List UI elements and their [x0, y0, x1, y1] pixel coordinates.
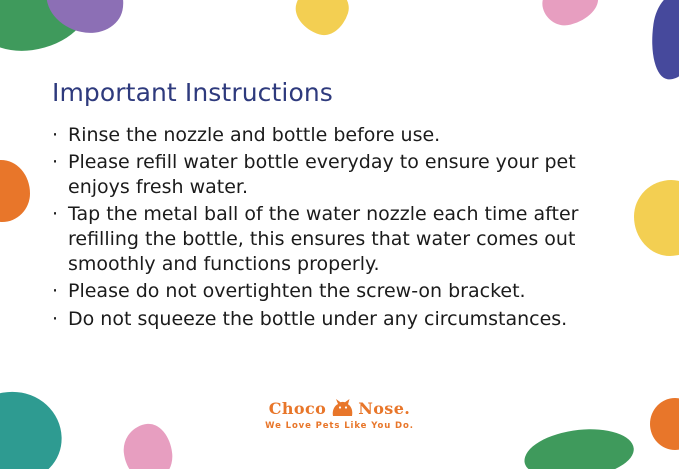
decorative-blob-purple-top-left: [40, 0, 130, 39]
decorative-blob-blue-top-right: [646, 0, 679, 83]
decorative-blob-orange-left: [0, 160, 30, 222]
list-item: [52, 123, 630, 148]
page-title: Important Instructions: [52, 78, 333, 107]
brand-logo: [0, 398, 679, 431]
list-item: [52, 150, 630, 200]
instructions-content: [52, 78, 630, 334]
decorative-blob-yellow-top: [290, 0, 355, 41]
list-item-text: Do not squeeze the bottle under any circumstances.: [68, 307, 568, 330]
decorative-blob-yellow-right: [634, 180, 679, 256]
decorative-blob-green-bottom: [522, 424, 636, 469]
list-item-text: Rinse the nozzle and bottle before use.: [68, 124, 441, 146]
list-item: [52, 307, 630, 332]
bullet-marker: ·: [52, 124, 59, 146]
logo-tagline: We Love Pets Like You Do.: [265, 421, 414, 431]
list-item-text: Please refill water bottle everyday to ensure your pet enjoys fresh water.: [68, 151, 576, 199]
list-item-text: Tap the metal ball of the water nozzle each time after refilling the bottle, this ensures that water comes out smoothly and functions properly.: [68, 203, 579, 276]
list-item: [52, 279, 630, 304]
logo-wordmark-row: [269, 398, 411, 418]
bullet-marker: ·: [52, 280, 59, 303]
bullet-marker: ·: [52, 151, 59, 174]
list-item: [52, 202, 630, 277]
instructions-list: [52, 123, 630, 332]
cat-silhouette-icon: [329, 398, 355, 418]
bullet-marker: ·: [52, 203, 59, 226]
logo-word-left: Choco: [268, 398, 327, 418]
logo-word-right: Nose.: [358, 398, 411, 418]
list-item-text: Please do not overtighten the screw-on bracket.: [68, 280, 526, 303]
decorative-blob-pink-top: [537, 0, 603, 30]
bullet-marker: ·: [52, 307, 59, 330]
decorative-blob-green-top-left: [0, 0, 96, 58]
